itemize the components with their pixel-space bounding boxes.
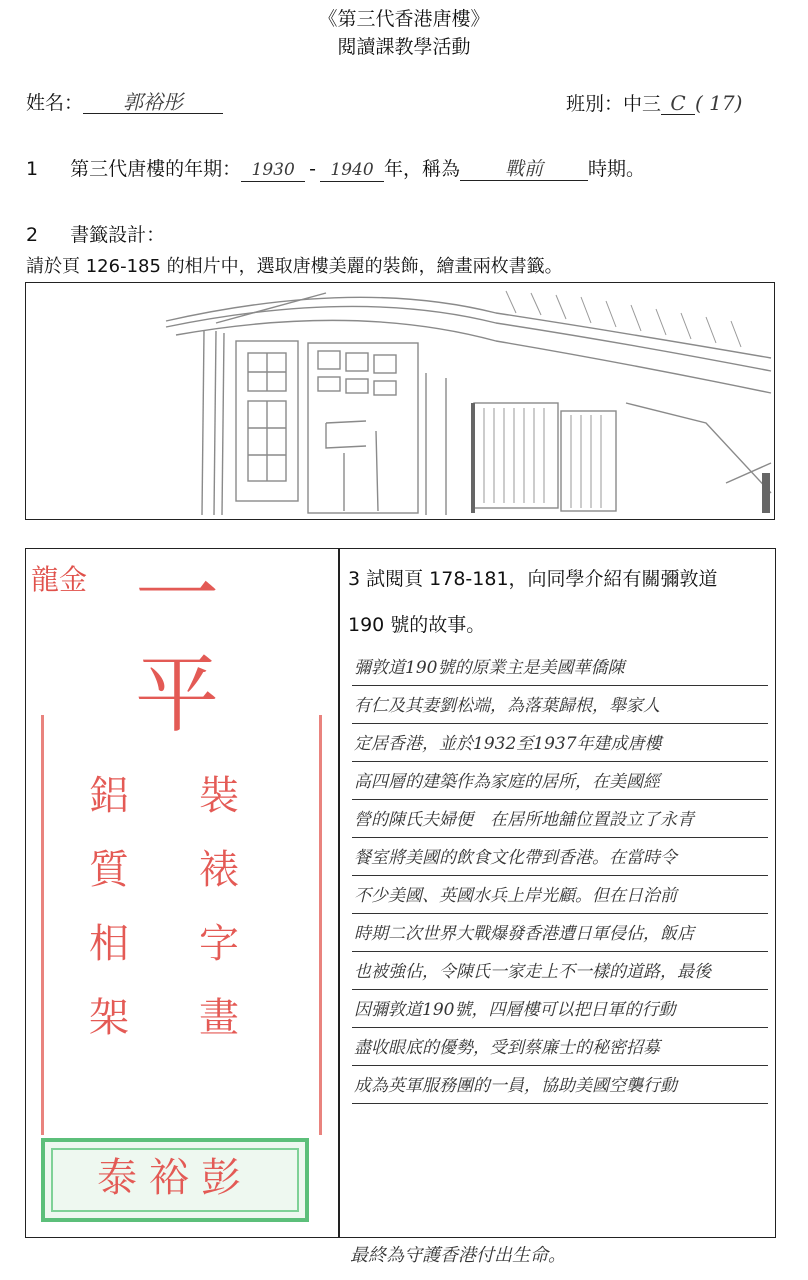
q2-title: 書籤設計： bbox=[70, 224, 166, 246]
name-label: 姓名： bbox=[26, 92, 84, 114]
building-sketch-box bbox=[25, 282, 775, 520]
class-label: 班別：中三 bbox=[566, 93, 662, 115]
name-field: 郭裕彤 bbox=[83, 91, 223, 114]
q2-number: 2 bbox=[26, 224, 39, 246]
name-row bbox=[26, 90, 223, 116]
bookmark-sign-text: 泰裕彭 bbox=[97, 1155, 253, 1201]
q3-prompt-line-2: 190 號的故事。 bbox=[348, 614, 486, 636]
answer-line: 時期二次世界大戰爆發香港遭日軍侵佔，飯店 bbox=[352, 918, 768, 952]
bookmark-drawing bbox=[27, 546, 337, 1236]
section-divider bbox=[338, 548, 340, 1238]
bookmark-right-char: 裱 bbox=[199, 847, 239, 893]
q1-dash: - bbox=[309, 158, 317, 180]
q1-period: 戰前 bbox=[460, 158, 588, 181]
answer-line: 不少美國、英國水兵上岸光顧。但在日治前 bbox=[352, 880, 768, 914]
answer-line: 成為英軍服務團的一員，協助美國空襲行動 bbox=[352, 1070, 768, 1104]
q1-prefix: 第三代唐樓的年期： bbox=[70, 158, 242, 180]
answer-line: 因彌敦道190號，四層樓可以把日軍的行動 bbox=[352, 994, 768, 1028]
q1-mid: 年，稱為 bbox=[384, 158, 461, 180]
answer-line: 有仁及其妻劉松端，為落葉歸根，舉家人 bbox=[352, 690, 768, 724]
q1-year-end: 1940 bbox=[320, 159, 384, 182]
bookmark-corner-text: 龍金 bbox=[31, 563, 88, 596]
q1-suffix: 時期。 bbox=[588, 158, 646, 180]
answer-line: 盡收眼底的優勢，受到蔡廉士的秘密招募 bbox=[352, 1032, 768, 1066]
bookmark-right-char: 畫 bbox=[199, 995, 239, 1041]
bookmark-right-char: 字 bbox=[199, 921, 239, 967]
bookmark-right-border bbox=[319, 715, 322, 1135]
q3-prompt-line-1: 3 試閱頁 178-181，向同學介紹有關彌敦道 bbox=[348, 568, 718, 590]
bookmark-left-border bbox=[41, 715, 44, 1135]
worksheet-subtitle: 閱讀課教學活動 bbox=[337, 36, 471, 58]
building-sketch bbox=[26, 283, 773, 518]
bookmark-big-char-2: 平 bbox=[135, 646, 220, 744]
class-field: C bbox=[661, 92, 695, 115]
q2-instruction: 請於頁 126-185 的相片中，選取唐樓美麗的裝飾，繪畫兩枚書籤。 bbox=[26, 256, 563, 277]
answer-line: 高四層的建築作為家庭的居所，在美國經 bbox=[352, 766, 768, 800]
bookmark-left-char: 質 bbox=[89, 847, 129, 893]
answer-line: 營的陳氏夫婦便 在居所地舖位置設立了永青 bbox=[352, 804, 768, 838]
answer-line: 定居香港，並於1932至1937年建成唐樓 bbox=[352, 728, 768, 762]
q1-year-start: 1930 bbox=[241, 159, 305, 182]
bookmark-left-char: 架 bbox=[89, 995, 129, 1041]
question-1 bbox=[26, 156, 645, 182]
q1-number: 1 bbox=[26, 158, 39, 180]
worksheet-title: 《第三代香港唐樓》 bbox=[318, 8, 490, 30]
answer-line: 也被強佔，令陳氏一家走上不一樣的道路，最後 bbox=[352, 956, 768, 990]
answer-line: 餐室將美國的飲食文化帶到香港。在當時令 bbox=[352, 842, 768, 876]
class-number: ( 17) bbox=[695, 91, 743, 115]
bookmark-right-char: 裝 bbox=[199, 773, 239, 819]
class-row bbox=[566, 90, 742, 117]
question-2 bbox=[26, 222, 165, 248]
bookmark-sign-board bbox=[41, 1138, 309, 1222]
bookmark-left-char: 鋁 bbox=[89, 773, 129, 819]
answer-final-line: 最終為守護香港付出生命。 bbox=[350, 1245, 566, 1266]
bookmark-big-char-1: 一 bbox=[135, 546, 220, 644]
answer-line: 彌敦道190號的原業主是美國華僑陳 bbox=[352, 652, 768, 686]
bookmark-left-char: 相 bbox=[89, 921, 129, 967]
